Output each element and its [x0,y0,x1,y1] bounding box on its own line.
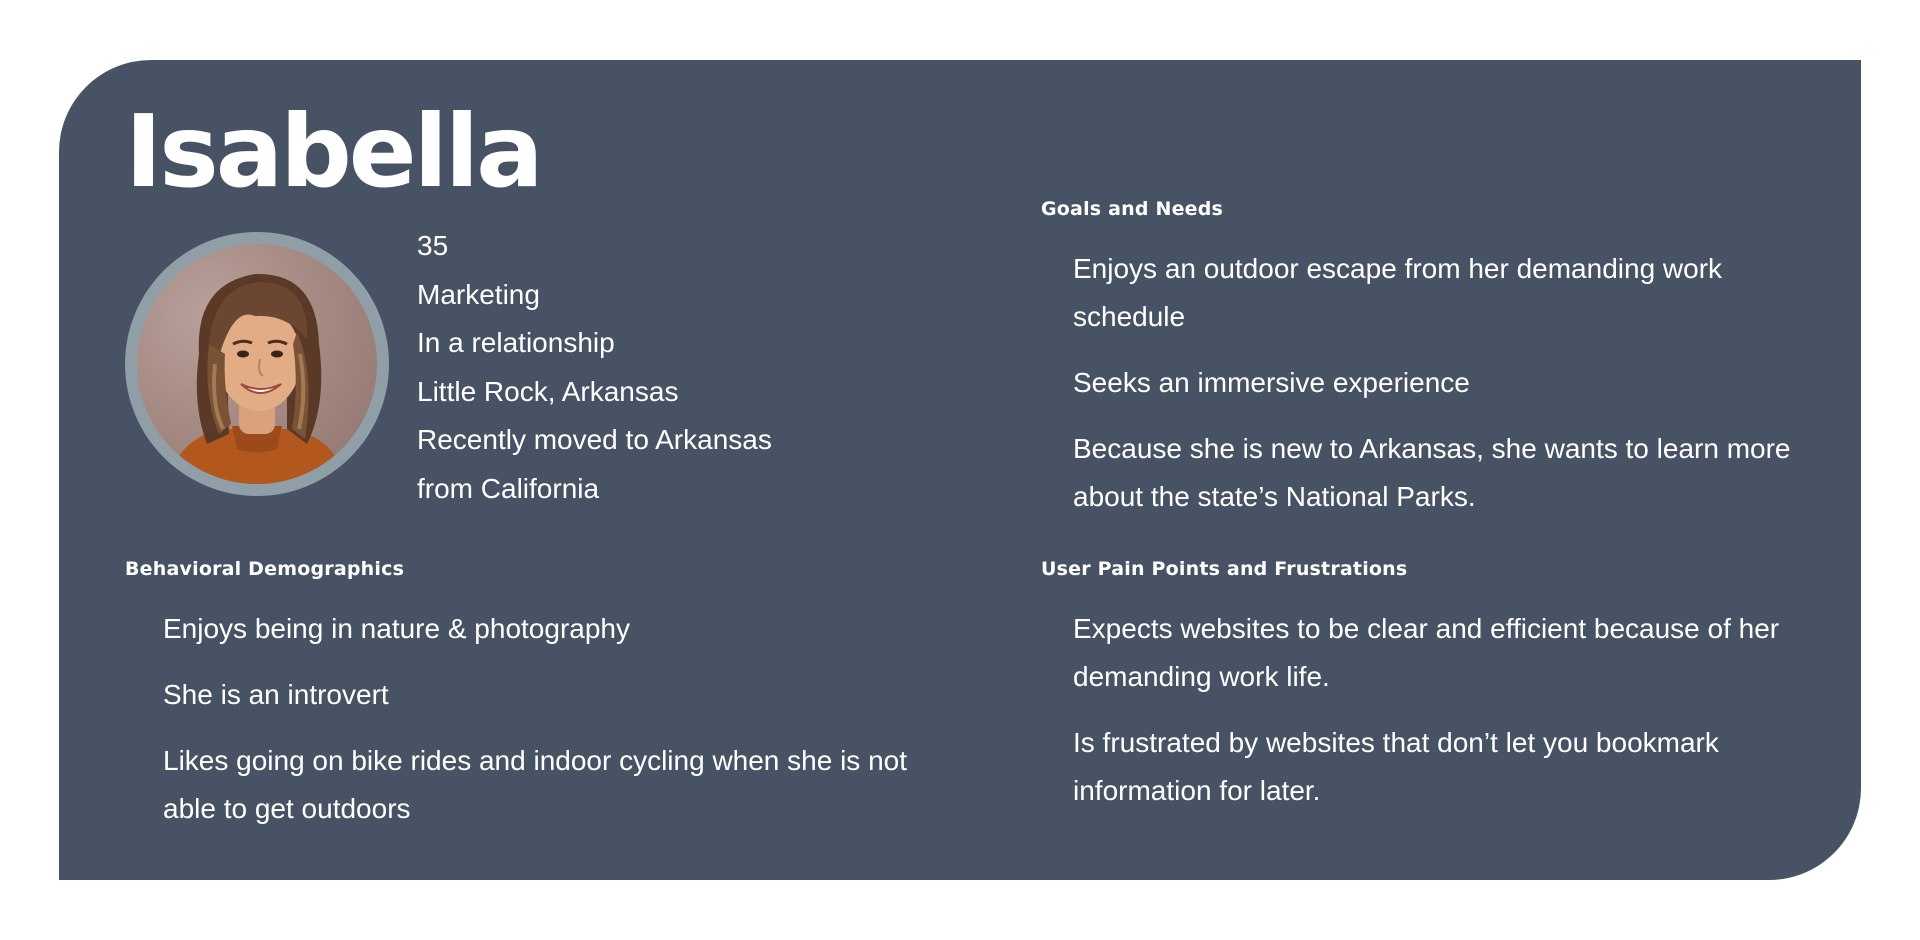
pain-points-title: User Pain Points and Frustrations [1041,558,1408,580]
location: Little Rock, Arkansas [417,375,679,407]
age: 35 [417,230,449,261]
list-item: She is an introvert [163,679,389,710]
list-item: Because she is new to Arkansas, she wants to learn more about the state’s National Parks. [1073,433,1791,512]
behavioral-title: Behavioral Demographics [125,558,405,580]
list-item: Expects websites to be clear and efficient because of her demanding work life. [1073,613,1780,692]
list-item: Likes going on bike rides and indoor cycling when she is not able to get outdoors [163,745,908,824]
persona-name: Isabella [125,93,541,210]
pain-points-list [1073,605,1833,815]
relationship-status: In a relationship [417,327,615,358]
occupation: Marketing [417,278,540,310]
goals-title: Goals and Needs [1041,198,1224,220]
list-item: Enjoys an outdoor escape from her demanding work schedule [1073,253,1723,332]
goals-list [1073,245,1803,521]
persona-card [59,60,1861,880]
behavioral-list [163,605,943,833]
avatar [125,232,389,496]
persona-photo [137,244,377,484]
list-item: Seeks an immersive experience [1073,367,1470,398]
list-item: Enjoys being in nature & photography [163,613,630,644]
background-note-line1: Recently moved to Arkansas [417,424,772,455]
list-item: Is frustrated by websites that don’t let you bookmark information for later. [1073,727,1719,806]
demographics [417,222,772,513]
background-note-line2: from California [417,472,600,504]
portrait-illustration [137,244,377,484]
